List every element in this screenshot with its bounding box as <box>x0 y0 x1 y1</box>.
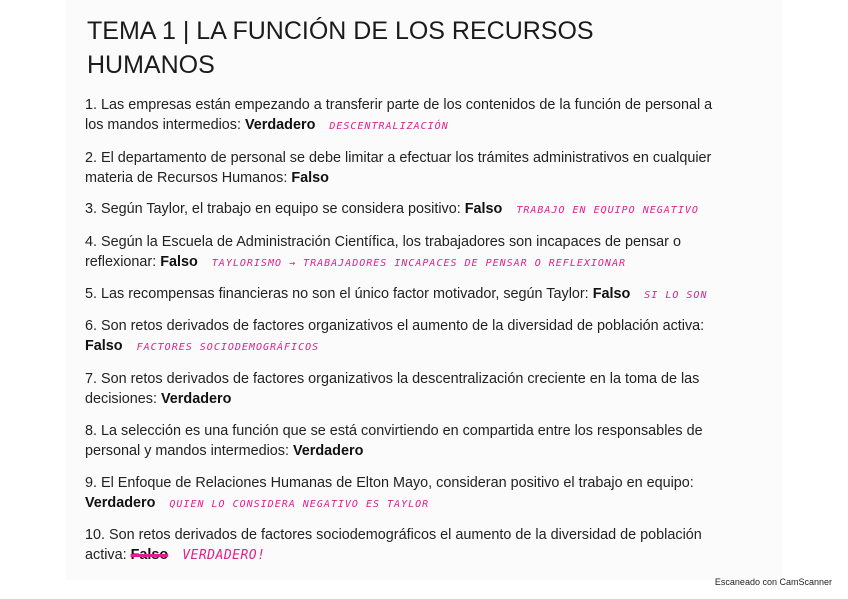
question-2 <box>85 148 725 188</box>
question-9 <box>85 473 725 515</box>
question-3 <box>85 199 725 221</box>
question-1 <box>85 95 725 137</box>
question-answer: Falso <box>592 286 631 302</box>
question-text: 10. Son retos derivados de factores sociodemográficos el aumento de la diversidad de población activa: <box>85 527 702 563</box>
question-answer: Verdadero <box>292 443 364 459</box>
question-text: 8. La selección es una función que se está convirtiendo en compartida entre los responsables de personal y mandos intermedios: <box>85 423 703 459</box>
question-7 <box>85 369 725 409</box>
question-answer: Falso <box>85 338 123 354</box>
handwritten-note: TAYLORISMO → TRABAJADORES INCAPACES DE PENSAR O REFLEXIONAR <box>211 258 626 269</box>
question-answer: Falso <box>464 201 503 217</box>
question-answer: Falso <box>291 170 329 186</box>
question-text: 5. Las recompensas financieras no son el único factor motivador, según Taylor: <box>85 286 589 302</box>
question-text: 2. El departamento de personal se debe limitar a efectuar los trámites administrativos en cualquier materia de Recursos Humanos: <box>85 150 712 186</box>
handwritten-note: DESCENTRALIZACIÓN <box>329 121 449 132</box>
question-text: 4. Según la Escuela de Administración Científica, los trabajadores son incapaces de pensar o reflexionar: <box>85 234 681 270</box>
question-answer: Verdadero <box>244 117 316 133</box>
question-text: 3. Según Taylor, el trabajo en equipo se considera positivo: <box>85 201 461 217</box>
question-5 <box>85 284 725 306</box>
question-answer-crossed: Falso <box>130 547 169 563</box>
question-text: 7. Son retos derivados de factores organizativos la descentralización creciente en la toma de las decisiones: <box>85 371 700 407</box>
question-text: 1. Las empresas están empezando a transferir parte de los contenidos de la función de personal a los mandos intermedios: <box>85 97 713 133</box>
question-4 <box>85 232 725 274</box>
question-10 <box>85 525 725 566</box>
page-title: TEMA 1 | LA FUNCIÓN DE LOS RECURSOS HUMANOS <box>87 17 594 79</box>
question-6 <box>85 316 725 358</box>
handwritten-note: FACTORES SOCIODEMOGRÁFICOS <box>136 342 320 353</box>
scanner-watermark: Escaneado con CamScanner <box>714 577 832 587</box>
question-answer: Verdadero <box>161 391 232 407</box>
question-answer: Verdadero <box>85 495 156 511</box>
question-8 <box>85 421 725 461</box>
handwritten-note: QUIEN LO CONSIDERA NEGATIVO ES TAYLOR <box>169 499 430 510</box>
handwritten-note: TRABAJO EN EQUIPO NEGATIVO <box>516 205 699 216</box>
handwritten-note: VERDADERO! <box>182 548 266 563</box>
question-answer: Falso <box>160 254 198 270</box>
question-text: 9. El Enfoque de Relaciones Humanas de Elton Mayo, consideran positivo el trabajo en equipo: <box>85 475 694 491</box>
question-text: 6. Son retos derivados de factores organizativos el aumento de la diversidad de población activa: <box>85 318 705 334</box>
handwritten-note: SI LO SON <box>644 290 708 301</box>
